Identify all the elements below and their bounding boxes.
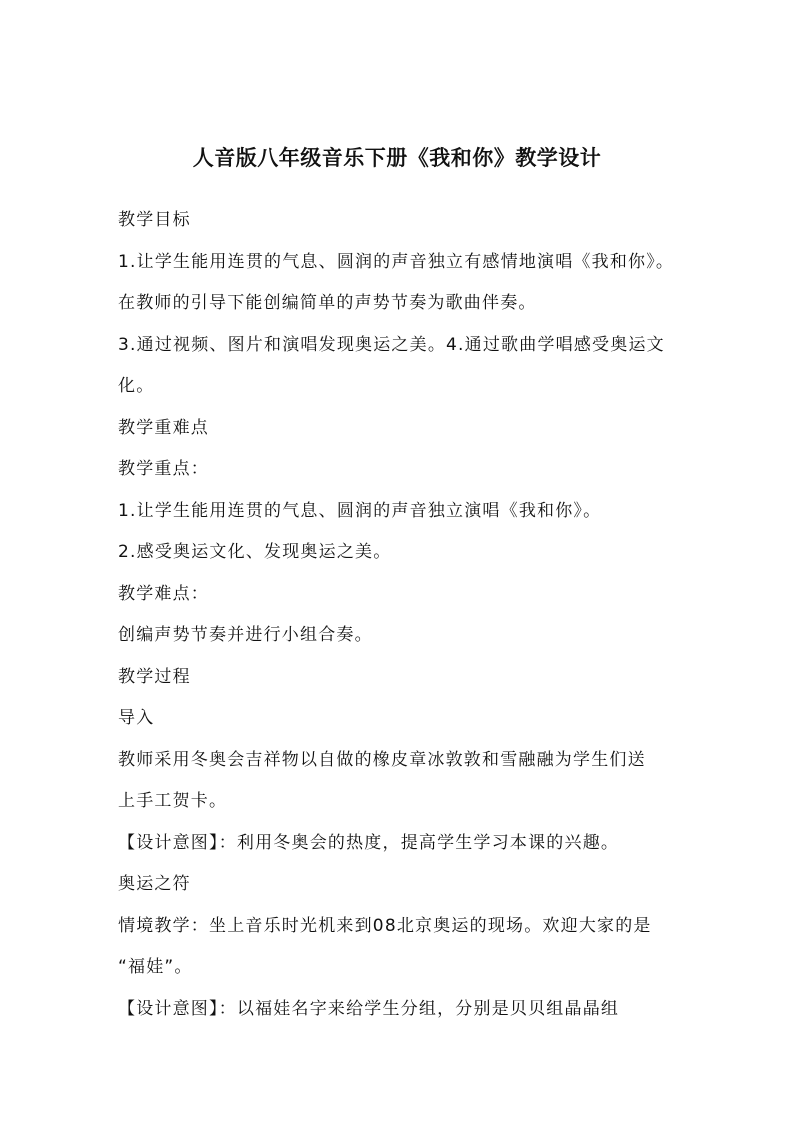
heading-teaching-process: 教学过程 [118, 667, 191, 687]
key-point-1-line: 1.让学生能用连贯的气息、圆润的声音独立演唱《我和你》。 [118, 501, 602, 521]
heading-key-points: 教学重点： [118, 459, 209, 479]
introduction-line-2: 上手工贺卡。 [118, 791, 228, 811]
objective-3-4-line: 3.通过视频、图片和演唱发现奥运之美。4.通过歌曲学唱感受奥运文 [118, 335, 665, 355]
situational-teaching-line-1: 情境教学：坐上音乐时光机来到08北京奥运的现场。欢迎大家的是 [118, 916, 652, 936]
document-title: 人音版八年级音乐下册《我和你》教学设计 [192, 146, 602, 170]
introduction-line-1: 教师采用冬奥会吉祥物以自做的橡皮章冰敦敦和雪融融为学生们送 [118, 750, 646, 770]
heading-key-difficult-points: 教学重难点 [118, 418, 209, 438]
design-intent-line-1: 【设计意图】：利用冬奥会的热度，提高学生学习本课的兴趣。 [118, 833, 620, 853]
heading-introduction: 导入 [118, 708, 155, 728]
heading-olympic-symbol: 奥运之符 [118, 874, 191, 894]
difficult-point-line: 创编声势节奏并进行小组合奏。 [118, 625, 373, 645]
objective-continuation-line: 化。 [118, 376, 155, 396]
objective-2-line: 在教师的引导下能创编简单的声势节奏为歌曲伴奏。 [118, 293, 537, 313]
key-point-2-line: 2.感受奥运文化、发现奥运之美。 [118, 542, 392, 562]
design-intent-line-2: 【设计意图】：以福娃名字来给学生分组，分别是贝贝组晶晶组 [118, 999, 620, 1019]
heading-teaching-objectives: 教学目标 [118, 210, 191, 230]
heading-difficult-points: 教学难点： [118, 584, 209, 604]
situational-teaching-line-2: “福娃”。 [118, 957, 193, 977]
objective-1-line: 1.让学生能用连贯的气息、圆润的声音独立有感情地演唱《我和你》。 [118, 252, 675, 272]
